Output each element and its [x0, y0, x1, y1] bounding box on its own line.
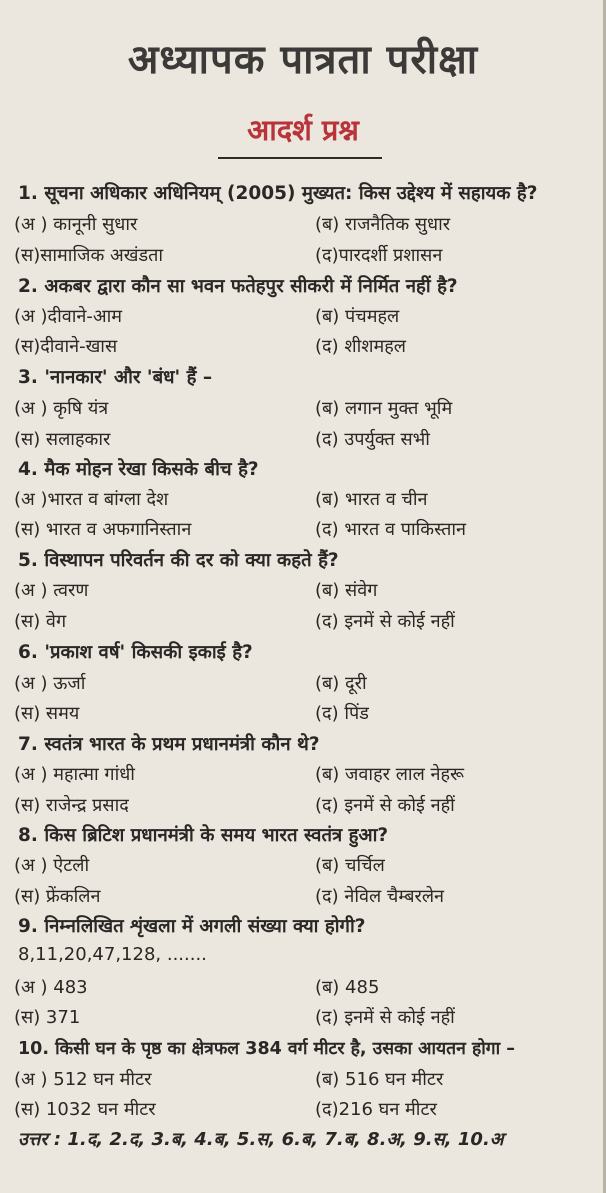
option-d: (द) पिंड	[315, 703, 369, 724]
option-c: (स)सामाजिक अखंडता	[14, 245, 164, 266]
option-c: (स) राजेन्द्र प्रसाद	[14, 795, 129, 816]
option-a: (अ ) महात्मा गांधी	[14, 764, 135, 785]
option-a: (अ ) ऊर्जा	[14, 673, 86, 694]
option-b: (ब) 485	[315, 977, 380, 998]
option-c: (स) 371	[14, 1007, 81, 1028]
option-b: (ब) दूरी	[315, 673, 367, 694]
option-d: (द)पारदर्शी प्रशासन	[315, 245, 443, 266]
option-a: (अ ) 483	[14, 977, 88, 998]
option-b: (ब) पंचमहल	[315, 306, 400, 327]
option-d: (द) उपर्युक्त सभी	[315, 429, 430, 450]
question-1: 1. सूचना अधिकार अधिनियम् (2005) मुख्यत: किस उद्देश्य में सहायक है?	[18, 183, 538, 204]
option-d: (द)216 घन मीटर	[315, 1099, 437, 1120]
option-a: (अ ) त्वरण	[14, 580, 89, 601]
page-title: अध्यापक पात्रता परीक्षा	[127, 37, 479, 83]
question-8: 8. किस ब्रिटिश प्रधानमंत्री के समय भारत स्वतंत्र हुआ?	[18, 825, 389, 846]
option-c: (स)दीवाने-खास	[14, 336, 118, 357]
question-4: 4. मैक मोहन रेखा किसके बीच है?	[18, 459, 259, 480]
number-series: 8,11,20,47,128, .......	[18, 944, 207, 965]
title-underline	[218, 157, 382, 159]
option-d: (द) इनमें से कोई नहीं	[315, 611, 455, 632]
option-d: (द) इनमें से कोई नहीं	[315, 1007, 455, 1028]
option-a: (अ ) ऐटली	[14, 855, 90, 876]
option-b: (ब) लगान मुक्त भूमि	[315, 398, 453, 419]
question-5: 5. विस्थापन परिवर्तन की दर को क्या कहते हैं?	[18, 550, 339, 571]
option-a: (अ ) 512 घन मीटर	[14, 1069, 152, 1090]
option-c: (स) सलाहकार	[14, 429, 111, 450]
option-d: (द) शीशमहल	[315, 336, 406, 357]
option-c: (स) वेग	[14, 611, 67, 632]
question-6: 6. 'प्रकाश वर्ष' किसकी इकाई है?	[18, 642, 253, 663]
option-a: (अ )दीवाने-आम	[14, 306, 123, 327]
section-subtitle: आदर्श प्रश्न	[247, 113, 359, 147]
option-b: (ब) चर्चिल	[315, 855, 385, 876]
option-c: (स) समय	[14, 703, 80, 724]
question-7: 7. स्वतंत्र भारत के प्रथम प्रधानमंत्री कौन थे?	[18, 734, 320, 755]
option-d: (द) नेविल चैम्बरलेन	[315, 886, 445, 907]
option-a: (अ )भारत व बांग्ला देश	[14, 489, 169, 510]
option-c: (स) भारत व अफगानिस्तान	[14, 519, 192, 540]
option-b: (ब) भारत व चीन	[315, 489, 428, 510]
option-a: (अ ) कानूनी सुधार	[14, 214, 138, 235]
option-d: (द) इनमें से कोई नहीं	[315, 795, 455, 816]
option-b: (ब) जवाहर लाल नेहरू	[315, 764, 465, 785]
option-b: (ब) 516 घन मीटर	[315, 1069, 444, 1090]
option-a: (अ ) कृषि यंत्र	[14, 398, 109, 419]
option-c: (स) फ्रेंकलिन	[14, 886, 101, 907]
question-3: 3. 'नानकार' और 'बंध' हैं –	[18, 367, 213, 388]
option-c: (स) 1032 घन मीटर	[14, 1099, 156, 1120]
option-d: (द) भारत व पाकिस्तान	[315, 519, 466, 540]
question-9: 9. निम्नलिखित शृंखला में अगली संख्या क्या होगी?	[18, 916, 366, 937]
question-10: 10. किसी घन के पृष्ठ का क्षेत्रफल 384 वर्ग मीटर है, उसका आयतन होगा –	[18, 1039, 516, 1059]
answer-key: उत्तर : 1.द, 2.द, 3.ब, 4.ब, 5.स, 6.ब, 7.ब, 8.अ, 9.स, 10.अ	[18, 1129, 504, 1150]
option-b: (ब) राजनैतिक सुधार	[315, 214, 451, 235]
option-b: (ब) संवेग	[315, 580, 378, 601]
question-2: 2. अकबर द्वारा कौन सा भवन फतेहपुर सीकरी में निर्मित नहीं है?	[18, 276, 458, 297]
